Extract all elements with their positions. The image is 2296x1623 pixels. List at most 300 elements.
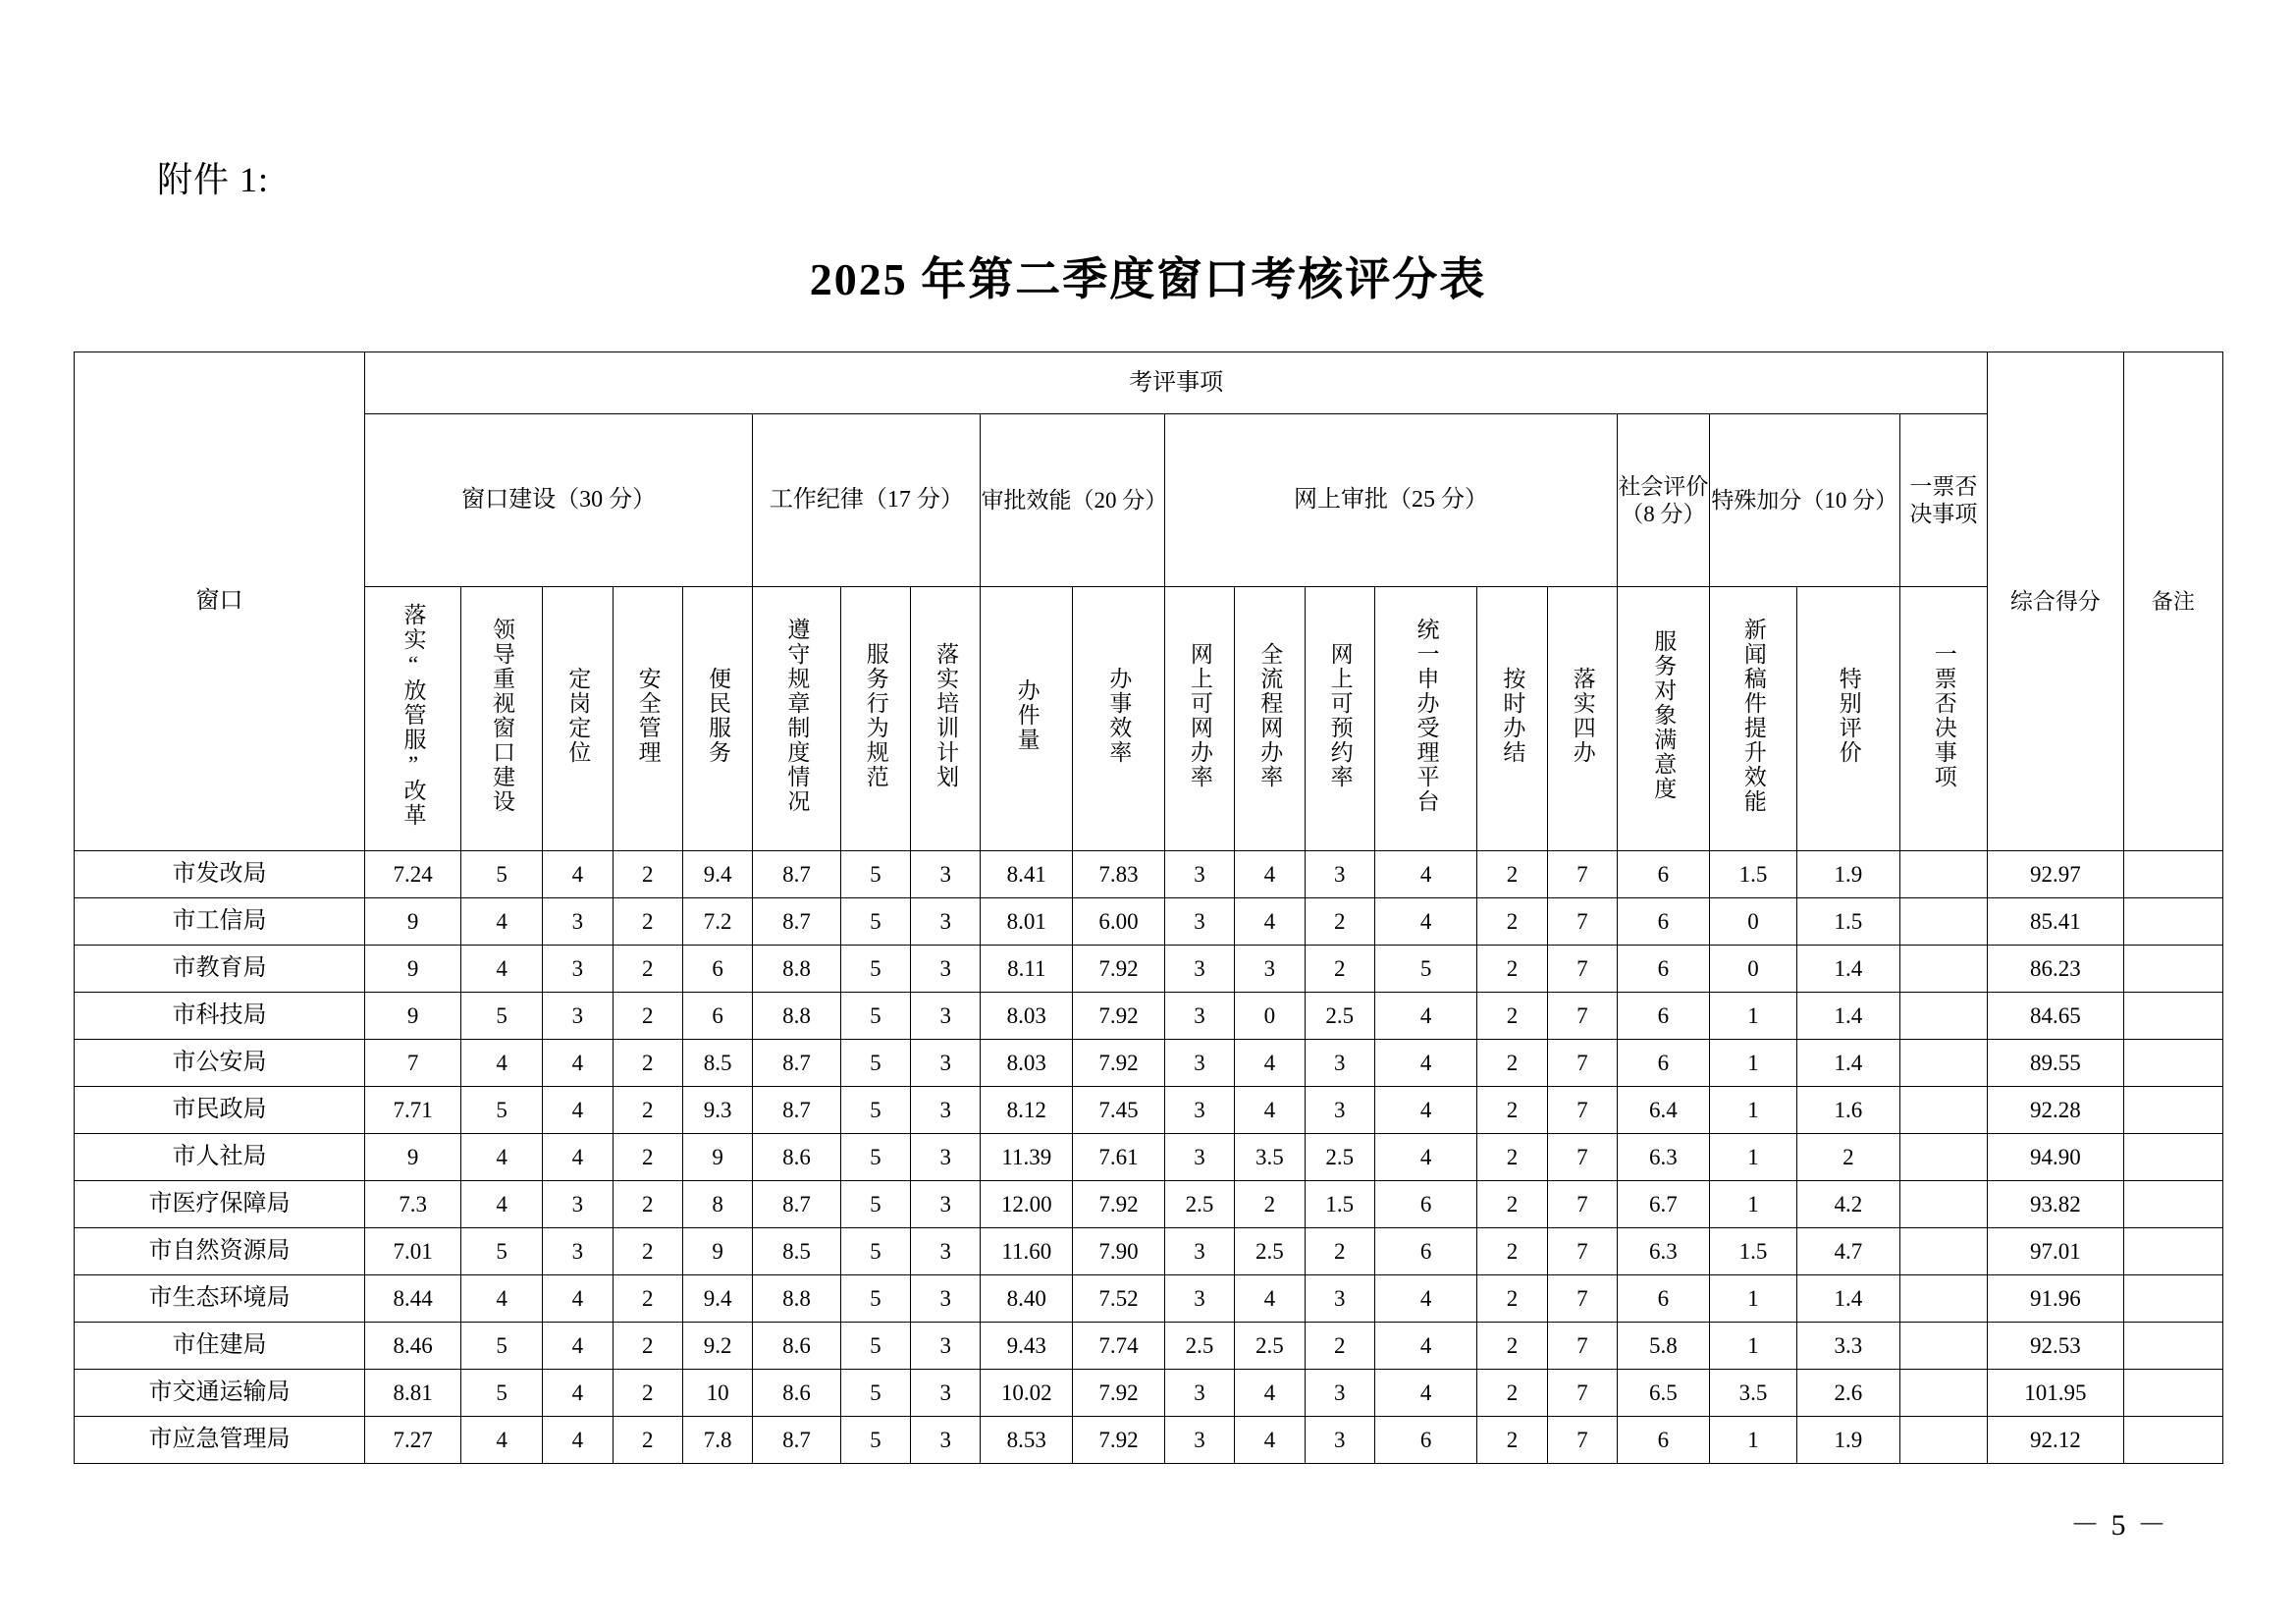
cell-value: 9 — [365, 993, 461, 1040]
cell-value: 4 — [543, 1087, 613, 1134]
cell-value: 6 — [1618, 851, 1710, 898]
cell-value: 4.2 — [1797, 1181, 1899, 1228]
cell-value: 1.5 — [1797, 898, 1899, 946]
sub-header-convenience-service: 便民服务 — [682, 587, 752, 851]
sub-header-post-positioning: 定岗定位 — [543, 587, 613, 851]
cell-value: 3 — [543, 1181, 613, 1228]
group-header-online-approval: 网上审批（25 分） — [1164, 414, 1617, 587]
cell-value: 4 — [461, 1417, 543, 1464]
cell-remark — [2123, 946, 2222, 993]
cell-value: 8.6 — [753, 1134, 840, 1181]
row-window-name: 市住建局 — [75, 1323, 365, 1370]
cell-value — [1899, 1370, 1988, 1417]
score-table-container — [74, 352, 2223, 1464]
cell-value: 9.2 — [682, 1323, 752, 1370]
cell-value: 2 — [613, 851, 682, 898]
cell-value: 5 — [461, 1323, 543, 1370]
cell-value: 3 — [911, 1275, 981, 1323]
cell-value: 6 — [1618, 946, 1710, 993]
cell-value: 4 — [1374, 1087, 1476, 1134]
cell-value: 7 — [1547, 1040, 1617, 1087]
cell-value: 8.7 — [753, 851, 840, 898]
cell-value: 3 — [1164, 1134, 1234, 1181]
cell-value: 2 — [613, 1417, 682, 1464]
cell-value: 2 — [1477, 851, 1547, 898]
cell-value: 4 — [1374, 1275, 1476, 1323]
cell-value: 7 — [1547, 1087, 1617, 1134]
sub-header-special-evaluation: 特别评价 — [1797, 587, 1899, 851]
cell-value: 2 — [613, 1370, 682, 1417]
cell-value: 3 — [1305, 1417, 1374, 1464]
cell-value: 9 — [682, 1134, 752, 1181]
sub-header-safety-management: 安全管理 — [613, 587, 682, 851]
cell-remark — [2123, 993, 2222, 1040]
cell-value: 4 — [1374, 851, 1476, 898]
cell-value: 3 — [1164, 898, 1234, 946]
cell-value: 7 — [1547, 851, 1617, 898]
cell-value: 5 — [840, 1370, 910, 1417]
cell-total: 92.28 — [1988, 1087, 2123, 1134]
cell-value: 5 — [840, 1040, 910, 1087]
cell-value: 5 — [840, 946, 910, 993]
cell-value: 3.5 — [1709, 1370, 1796, 1417]
cell-value: 7.61 — [1073, 1134, 1165, 1181]
cell-value: 8.5 — [753, 1228, 840, 1275]
row-window-name: 市生态环境局 — [75, 1275, 365, 1323]
cell-value: 8.53 — [981, 1417, 1073, 1464]
cell-value: 1 — [1709, 1087, 1796, 1134]
cell-value: 0 — [1709, 946, 1796, 993]
page-title: 2025 年第二季度窗口考核评分表 — [809, 254, 1487, 304]
cell-value — [1899, 851, 1988, 898]
cell-value: 8.81 — [365, 1370, 461, 1417]
cell-value: 6 — [1618, 1040, 1710, 1087]
cell-value: 5 — [840, 1181, 910, 1228]
cell-value: 8.03 — [981, 1040, 1073, 1087]
cell-value: 4 — [1235, 1370, 1305, 1417]
cell-value: 9 — [365, 1134, 461, 1181]
cell-value: 6 — [1618, 898, 1710, 946]
cell-value: 8.7 — [753, 1417, 840, 1464]
cell-remark — [2123, 1417, 2222, 1464]
sub-header-case-volume: 办件量 — [981, 587, 1073, 851]
table-row — [75, 1323, 2223, 1370]
cell-remark — [2123, 851, 2222, 898]
cell-value: 7 — [1547, 1228, 1617, 1275]
cell-value: 4 — [1374, 1040, 1476, 1087]
cell-value: 7.92 — [1073, 993, 1165, 1040]
sub-header-full-process-rate: 全流程网办率 — [1235, 587, 1305, 851]
cell-value: 3 — [911, 1228, 981, 1275]
cell-value: 7.92 — [1073, 1417, 1165, 1464]
cell-value: 3 — [543, 946, 613, 993]
assessment-items-header: 考评事项 — [365, 352, 1988, 414]
cell-remark — [2123, 1228, 2222, 1275]
sub-header-online-available-rate: 网上可网办率 — [1164, 587, 1234, 851]
cell-value: 0 — [1709, 898, 1796, 946]
cell-value: 2 — [1477, 946, 1547, 993]
cell-value: 3 — [911, 1417, 981, 1464]
cell-value: 2 — [1477, 993, 1547, 1040]
cell-value: 6.3 — [1618, 1134, 1710, 1181]
cell-value: 7 — [1547, 946, 1617, 993]
row-window-name: 市应急管理局 — [75, 1417, 365, 1464]
row-window-name: 市民政局 — [75, 1087, 365, 1134]
cell-value: 4 — [543, 1417, 613, 1464]
cell-value: 3 — [911, 898, 981, 946]
cell-total: 97.01 — [1988, 1228, 2123, 1275]
table-row — [75, 851, 2223, 898]
cell-value: 3 — [911, 1040, 981, 1087]
cell-value: 8.7 — [753, 898, 840, 946]
cell-value: 8.8 — [753, 946, 840, 993]
cell-value: 2 — [1477, 898, 1547, 946]
cell-value: 4 — [1235, 1275, 1305, 1323]
cell-value: 4 — [543, 1134, 613, 1181]
cell-value: 7.74 — [1073, 1323, 1165, 1370]
cell-value: 8.01 — [981, 898, 1073, 946]
cell-value: 2 — [1477, 1417, 1547, 1464]
cell-value: 6 — [1618, 1417, 1710, 1464]
cell-value: 3 — [1305, 1370, 1374, 1417]
cell-value: 3 — [1164, 1228, 1234, 1275]
cell-value: 7 — [1547, 1134, 1617, 1181]
cell-value: 1 — [1709, 1181, 1796, 1228]
cell-value: 9.4 — [682, 851, 752, 898]
cell-value: 3 — [1164, 1040, 1234, 1087]
cell-value: 4 — [461, 1134, 543, 1181]
cell-total: 93.82 — [1988, 1181, 2123, 1228]
cell-value: 7.45 — [1073, 1087, 1165, 1134]
sub-header-satisfaction: 服务对象满意度 — [1618, 587, 1710, 851]
cell-value: 2 — [1477, 1087, 1547, 1134]
cell-value: 3 — [911, 851, 981, 898]
cell-value: 8.7 — [753, 1087, 840, 1134]
cell-remark — [2123, 1040, 2222, 1087]
cell-value: 3 — [911, 993, 981, 1040]
table-row — [75, 1087, 2223, 1134]
sub-header-training-plan: 落实培训计划 — [911, 587, 981, 851]
table-row — [75, 898, 2223, 946]
cell-value: 2 — [1305, 946, 1374, 993]
cell-value: 1.6 — [1797, 1087, 1899, 1134]
cell-total: 92.97 — [1988, 851, 2123, 898]
sub-header-unified-platform: 统一申办受理平台 — [1374, 587, 1476, 851]
cell-value: 2 — [613, 1134, 682, 1181]
cell-value: 9.43 — [981, 1323, 1073, 1370]
score-table-body — [75, 352, 2223, 1464]
cell-value: 3 — [1305, 1040, 1374, 1087]
cell-value: 7 — [1547, 993, 1617, 1040]
cell-value: 1.9 — [1797, 851, 1899, 898]
cell-total: 101.95 — [1988, 1370, 2123, 1417]
cell-value: 3 — [543, 898, 613, 946]
sub-header-fangguanfu: 落实“放管服”改革 — [365, 587, 461, 851]
cell-value: 7 — [1547, 1417, 1617, 1464]
cell-value: 3 — [1305, 1275, 1374, 1323]
cell-value: 7.2 — [682, 898, 752, 946]
sub-header-veto-item: 一票否决事项 — [1899, 587, 1988, 851]
window-column-header: 窗口 — [75, 352, 365, 851]
row-window-name: 市科技局 — [75, 993, 365, 1040]
cell-value: 5 — [461, 1087, 543, 1134]
cell-value — [1899, 1134, 1988, 1181]
cell-value: 2.5 — [1305, 993, 1374, 1040]
cell-value: 5 — [840, 1228, 910, 1275]
cell-value: 2 — [1235, 1181, 1305, 1228]
table-row — [75, 1181, 2223, 1228]
cell-total: 85.41 — [1988, 898, 2123, 946]
cell-value: 2.5 — [1305, 1134, 1374, 1181]
cell-remark — [2123, 1087, 2222, 1134]
cell-value: 2 — [1477, 1228, 1547, 1275]
cell-value: 7.24 — [365, 851, 461, 898]
cell-value: 6 — [1374, 1181, 1476, 1228]
table-row — [75, 1417, 2223, 1464]
cell-value: 7 — [1547, 898, 1617, 946]
cell-value: 4 — [1374, 1323, 1476, 1370]
cell-value: 4 — [543, 1275, 613, 1323]
cell-value: 8.7 — [753, 1040, 840, 1087]
row-window-name: 市公安局 — [75, 1040, 365, 1087]
cell-value: 2.5 — [1164, 1181, 1234, 1228]
cell-value: 8.46 — [365, 1323, 461, 1370]
cell-value: 7.92 — [1073, 1040, 1165, 1087]
cell-total: 84.65 — [1988, 993, 2123, 1040]
cell-remark — [2123, 898, 2222, 946]
cell-value: 3 — [1305, 1087, 1374, 1134]
cell-value: 7 — [365, 1040, 461, 1087]
cell-value: 6 — [682, 946, 752, 993]
cell-value: 2 — [1477, 1181, 1547, 1228]
table-row — [75, 1228, 2223, 1275]
cell-value: 6.00 — [1073, 898, 1165, 946]
cell-value: 8.6 — [753, 1370, 840, 1417]
cell-value: 6 — [1618, 1275, 1710, 1323]
cell-value — [1899, 1275, 1988, 1323]
cell-value: 7.52 — [1073, 1275, 1165, 1323]
sub-header-four-measures: 落实四办 — [1547, 587, 1617, 851]
cell-value: 2.6 — [1797, 1370, 1899, 1417]
cell-value — [1899, 898, 1988, 946]
cell-value: 1 — [1709, 1275, 1796, 1323]
cell-value: 4 — [1374, 1134, 1476, 1181]
cell-value: 7.90 — [1073, 1228, 1165, 1275]
cell-value: 1.5 — [1709, 851, 1796, 898]
cell-remark — [2123, 1370, 2222, 1417]
cell-value: 7.71 — [365, 1087, 461, 1134]
cell-value: 7.01 — [365, 1228, 461, 1275]
cell-value: 8.11 — [981, 946, 1073, 993]
cell-value: 4 — [1235, 851, 1305, 898]
cell-value: 4 — [1235, 898, 1305, 946]
cell-value: 1.4 — [1797, 1040, 1899, 1087]
cell-value: 5 — [840, 851, 910, 898]
header-row-subs — [75, 587, 2223, 851]
cell-value: 3 — [911, 1181, 981, 1228]
group-header-work-discipline: 工作纪律（17 分） — [753, 414, 981, 587]
cell-value: 2 — [1305, 1323, 1374, 1370]
cell-value: 4 — [1235, 1040, 1305, 1087]
cell-remark — [2123, 1275, 2222, 1323]
cell-value: 9 — [682, 1228, 752, 1275]
cell-value: 2 — [1477, 1275, 1547, 1323]
cell-value: 1.4 — [1797, 993, 1899, 1040]
row-window-name: 市发改局 — [75, 851, 365, 898]
cell-total: 86.23 — [1988, 946, 2123, 993]
table-row — [75, 993, 2223, 1040]
cell-value: 3 — [543, 1228, 613, 1275]
cell-value: 10 — [682, 1370, 752, 1417]
cell-value: 1 — [1709, 1134, 1796, 1181]
score-table — [74, 352, 2223, 1464]
table-row — [75, 1040, 2223, 1087]
cell-value: 1.5 — [1305, 1181, 1374, 1228]
cell-value: 2.5 — [1235, 1323, 1305, 1370]
cell-value: 2 — [613, 898, 682, 946]
cell-total: 92.12 — [1988, 1417, 2123, 1464]
group-header-social-evaluation: 社会评价（8 分） — [1618, 414, 1710, 587]
remark-header: 备注 — [2123, 352, 2222, 851]
cell-value — [1899, 1228, 1988, 1275]
cell-value: 4 — [461, 1275, 543, 1323]
cell-value — [1899, 993, 1988, 1040]
cell-value: 8.44 — [365, 1275, 461, 1323]
sub-header-leadership: 领导重视窗口建设 — [461, 587, 543, 851]
cell-value: 4 — [461, 898, 543, 946]
sub-header-rule-compliance: 遵守规章制度情况 — [753, 587, 840, 851]
cell-value: 3 — [911, 1134, 981, 1181]
cell-value: 9 — [365, 898, 461, 946]
total-score-header: 综合得分 — [1988, 352, 2123, 851]
page-number: － 5 － — [2070, 1509, 2168, 1542]
cell-total: 89.55 — [1988, 1040, 2123, 1087]
cell-value: 4 — [543, 1040, 613, 1087]
cell-value: 10.02 — [981, 1370, 1073, 1417]
cell-value: 2.5 — [1235, 1228, 1305, 1275]
cell-value: 6 — [1374, 1228, 1476, 1275]
cell-value: 8.41 — [981, 851, 1073, 898]
group-header-window-construction: 窗口建设（30 分） — [365, 414, 753, 587]
cell-value: 6.5 — [1618, 1370, 1710, 1417]
cell-value: 5 — [840, 1134, 910, 1181]
cell-value: 3 — [1164, 946, 1234, 993]
cell-value: 3 — [543, 993, 613, 1040]
cell-total: 91.96 — [1988, 1275, 2123, 1323]
cell-value: 2 — [1477, 1040, 1547, 1087]
cell-value: 3 — [911, 1087, 981, 1134]
cell-value: 5 — [461, 1370, 543, 1417]
group-header-special-bonus: 特殊加分（10 分） — [1709, 414, 1899, 587]
cell-value: 3 — [1164, 1417, 1234, 1464]
cell-value: 11.60 — [981, 1228, 1073, 1275]
cell-value: 8 — [682, 1181, 752, 1228]
cell-value: 5 — [840, 1323, 910, 1370]
row-window-name: 市医疗保障局 — [75, 1181, 365, 1228]
cell-value: 4 — [1374, 993, 1476, 1040]
sub-header-on-time-completion: 按时办结 — [1477, 587, 1547, 851]
cell-value: 5 — [461, 993, 543, 1040]
cell-value: 1.4 — [1797, 946, 1899, 993]
cell-value: 1 — [1709, 1040, 1796, 1087]
cell-value: 7.92 — [1073, 1181, 1165, 1228]
sub-header-service-behavior: 服务行为规范 — [840, 587, 910, 851]
cell-value: 1.9 — [1797, 1417, 1899, 1464]
cell-value: 8.6 — [753, 1323, 840, 1370]
cell-value: 5 — [840, 1275, 910, 1323]
cell-value: 3 — [1164, 993, 1234, 1040]
cell-value: 7.92 — [1073, 1370, 1165, 1417]
cell-value: 7 — [1547, 1323, 1617, 1370]
cell-value: 5.8 — [1618, 1323, 1710, 1370]
cell-value: 0 — [1235, 993, 1305, 1040]
sub-header-work-efficiency: 办事效率 — [1073, 587, 1165, 851]
cell-value: 2 — [613, 1181, 682, 1228]
cell-value: 7 — [1547, 1181, 1617, 1228]
cell-value: 2 — [613, 946, 682, 993]
cell-value: 8.12 — [981, 1087, 1073, 1134]
cell-value: 5 — [840, 993, 910, 1040]
table-row — [75, 1275, 2223, 1323]
cell-value: 1 — [1709, 993, 1796, 1040]
cell-value: 4 — [1374, 898, 1476, 946]
cell-value — [1899, 1181, 1988, 1228]
cell-value: 8.03 — [981, 993, 1073, 1040]
cell-total: 92.53 — [1988, 1323, 2123, 1370]
cell-value: 4 — [543, 851, 613, 898]
cell-value: 3 — [911, 1323, 981, 1370]
cell-value: 4 — [1235, 1087, 1305, 1134]
group-header-approval-efficiency: 审批效能（20 分） — [981, 414, 1164, 587]
cell-value: 6.3 — [1618, 1228, 1710, 1275]
cell-value: 1 — [1709, 1417, 1796, 1464]
cell-value: 2 — [613, 1275, 682, 1323]
cell-value — [1899, 1040, 1988, 1087]
cell-value: 2 — [613, 1323, 682, 1370]
cell-value: 2.5 — [1164, 1323, 1234, 1370]
cell-value: 2 — [1797, 1134, 1899, 1181]
cell-value: 4 — [543, 1370, 613, 1417]
cell-value: 2 — [613, 1087, 682, 1134]
cell-value: 7.83 — [1073, 851, 1165, 898]
row-window-name: 市教育局 — [75, 946, 365, 993]
cell-value: 4 — [543, 1323, 613, 1370]
sub-header-online-reservation-rate: 网上可预约率 — [1305, 587, 1374, 851]
cell-value: 9 — [365, 946, 461, 993]
cell-value: 12.00 — [981, 1181, 1073, 1228]
cell-value: 4 — [461, 1040, 543, 1087]
cell-value: 1 — [1709, 1323, 1796, 1370]
cell-value — [1899, 1417, 1988, 1464]
cell-value: 8.40 — [981, 1275, 1073, 1323]
cell-total: 94.90 — [1988, 1134, 2123, 1181]
table-row — [75, 1134, 2223, 1181]
cell-value: 7.8 — [682, 1417, 752, 1464]
cell-value: 9.3 — [682, 1087, 752, 1134]
cell-value: 5 — [840, 1417, 910, 1464]
row-window-name: 市交通运输局 — [75, 1370, 365, 1417]
cell-remark — [2123, 1181, 2222, 1228]
table-row — [75, 946, 2223, 993]
cell-value: 8.8 — [753, 1275, 840, 1323]
cell-value — [1899, 1087, 1988, 1134]
cell-value: 5 — [1374, 946, 1476, 993]
cell-value: 5 — [461, 851, 543, 898]
cell-value: 4 — [461, 946, 543, 993]
cell-value: 7.92 — [1073, 946, 1165, 993]
cell-value: 6.4 — [1618, 1087, 1710, 1134]
row-window-name: 市自然资源局 — [75, 1228, 365, 1275]
